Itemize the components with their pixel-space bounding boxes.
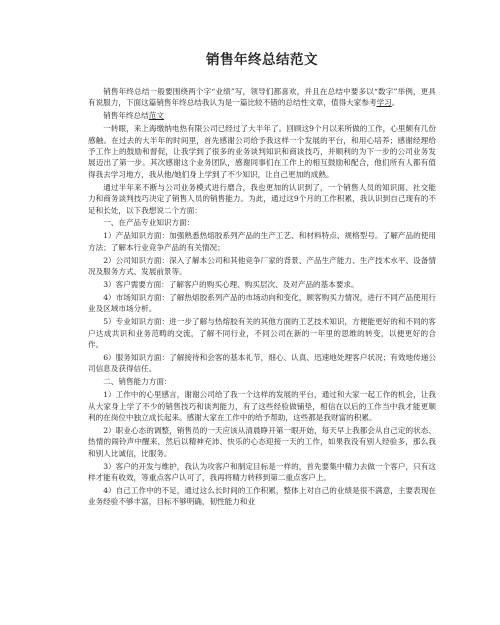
- intro-text: 销售年终总结一般要围绕两个字“业绩”写，领导们都喜欢，并且在总结中要多以“数字”举例，更具有说服力，下面这篇销售年终总结我认为是一篇比较不错的总结性文章，值得大家参考: [88, 87, 436, 108]
- intro-end: 。: [391, 98, 400, 108]
- document-body: [88, 86, 436, 508]
- intro-paragraph: [88, 86, 436, 109]
- list-item: 4）市场知识方面：了解热熔胶系列产品的市场动向和变化，顾客购买力情况，进行不同产品使用行业及区域市场分析。: [88, 292, 436, 314]
- list-item: 6）服务知识方面：了解接待和会客的基本礼节，细心、认真、迅速地处理客户状况；有效地传递公司信息及获得信任。: [88, 352, 436, 374]
- list-item: 4）自己工作中的不足，通过这么长时间的工作积累，整体上对自己的业绩是很不满意，主要表现在业务经验不够丰富，目标不够明确，韧性能力和业: [88, 485, 436, 507]
- subheading-text: 销售年终总结: [103, 111, 149, 121]
- list-item: 2）职业心态的调整，销售员的一天应该从清晨睁开第一眼开始，每天早上我都会从自己定的状态、热情的闹铃声中醒来，然后以精神充沛、快乐的心态迎接一天的工作，如果我没有别人经验多，那么我和别人比诚信，比服务。: [88, 425, 436, 458]
- list-item: 3）客户的开发与维护，我认为攻客户和制定目标是一样的，首先要集中精力去做一个客户，只有这样才能有收效，等重点客户认可了，我再将精力转移到第二重点客户上。: [88, 461, 436, 482]
- list-item: 3）客户需要方面：了解客户的购买心理、购买层次、及对产品的基本要求。: [103, 280, 359, 289]
- list-item: 1）产品知识方面：加强熟悉热熔胶系列产品的生产工艺、和材料特点、规格型号。了解产品的使用方法；了解本行业竞争产品的有关情况；: [88, 231, 436, 252]
- subheading: [88, 110, 436, 121]
- section-heading: 二、销售能力方面：: [103, 377, 172, 387]
- list-item: 1）工作中的心里感言，谢谢公司给了我一个这样的发展的平台，通过和大家一起工作的机会，让我从大家身上学了不少的销售技巧和谈判能力，有了这些经验做铺垫，相信在以后的工作当中我才能更顺利的在岗位中独立成长起来。感谢大家在工作中的给予帮助，这些都是我财富的积累。: [88, 390, 436, 422]
- document-title: 销售年终总结范文: [206, 52, 318, 68]
- study-link[interactable]: 学习: [376, 98, 392, 108]
- paragraph: 通过半年来不断与公司业务模式进行磨合，我也更加的认识到了，一个销售人员的知识面、社交能力和商务谈判技巧决定了销售人员的销售能力。为此，通过这9个月的工作积累，我认识到自己现有的不足和长处，以下我想说二个方面：: [88, 182, 436, 215]
- list-item: 5）专业知识方面：进一步了解与热熔胶有关的其他方面的工艺技术知识，方便能更好的和不同的客户达成共识和业务范畴的交流，了解不同行业，不同公司在新的一年里的思维的转变，以便更好的合作。: [88, 317, 436, 350]
- section-heading: 一、在产品专业知识方面：: [103, 218, 195, 228]
- paragraph: 一转眼，来上海缴纳电热有限公司已经过了大半年了。回顾这9个月以来所做的工作，心里颇有几份感触。在过去的大半年的时间里，首先感谢公司给予我这样一个发展的平台，和用心培养；感谢经理给予工作上的鼓励和督促，让我学到了很多的业务谈判知识和商谈技巧，并顺利的为下一步的公司业务发展迈出了第一步。其次感谢这个业务团队，感谢同事们在工作上的相互鼓励和配合，他们所有人都有值得我去学习地方，我从他/她们身上学到了不少知识，让自己更加的成熟。: [88, 124, 436, 179]
- sample-essay-link[interactable]: 范文: [148, 111, 164, 121]
- list-item: 2）公司知识方面：深入了解本公司和其他竞争厂家的背景、产品生产能力、生产技术水平、设备情况及服务方式、发展前景等。: [88, 255, 436, 277]
